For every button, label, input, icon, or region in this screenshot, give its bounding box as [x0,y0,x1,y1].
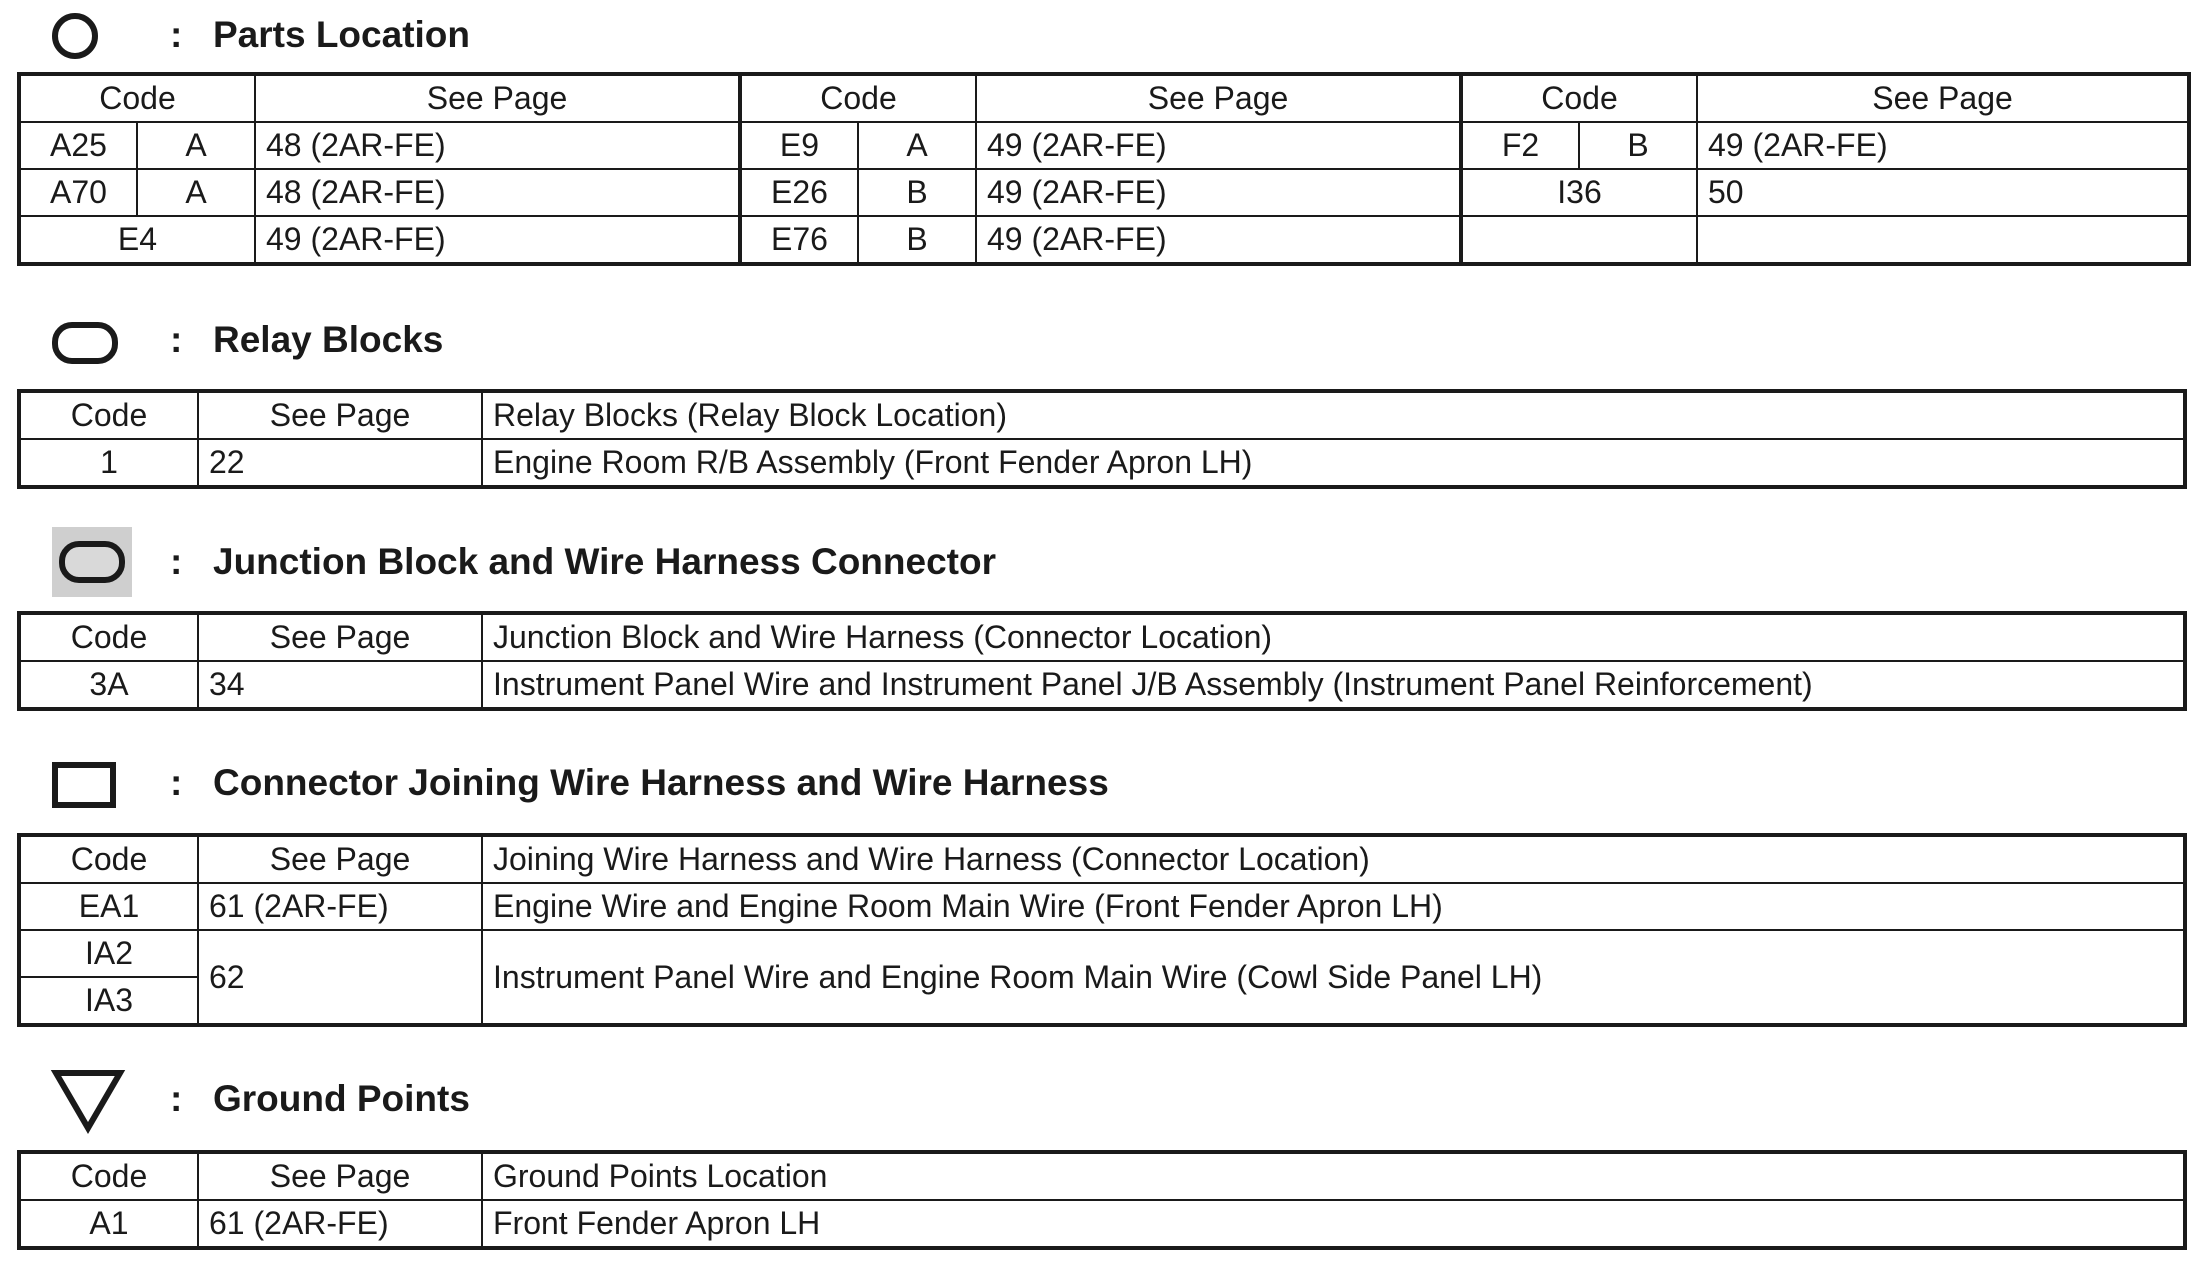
code-cell: E9 [740,122,858,169]
code-cell: A70 [19,169,137,216]
description-cell: Front Fender Apron LH [482,1200,2185,1248]
colon: : [170,14,183,55]
relay-blocks-table [17,389,2187,489]
table-header-row [19,391,2185,439]
table-row [19,930,2185,977]
header-see-page: See Page [198,1152,482,1200]
table-row [19,883,2185,930]
page-cell: 50 [1697,169,2189,216]
description-cell: Instrument Panel Wire and Instrument Panel J/B Assembly (Instrument Panel Reinforcement) [482,661,2185,709]
description-cell: Engine Room R/B Assembly (Front Fender Apron LH) [482,439,2185,487]
circle-icon [50,12,100,62]
code-cell: I36 [1461,169,1697,216]
header-description: Ground Points Location [482,1152,2185,1200]
connector-joining-table [17,833,2187,1027]
table-row [19,439,2185,487]
ground-points-heading [0,1064,2202,1134]
header-see-page: See Page [198,391,482,439]
table-row [19,216,2189,264]
junction-block-heading [0,527,2202,597]
rectangle-icon [50,760,120,810]
table-header-row [19,613,2185,661]
table-row [19,169,2189,216]
table-row [19,1200,2185,1248]
table-header-row [19,835,2185,883]
page-cell: 49 (2AR-FE) [255,216,740,264]
header-description: Junction Block and Wire Harness (Connector Location) [482,613,2185,661]
parts-location-heading [0,0,2202,70]
connector-joining-heading [0,748,2202,818]
code-cell: IA3 [19,977,198,1025]
page-cell: 49 (2AR-FE) [1697,122,2189,169]
code-cell: E26 [740,169,858,216]
rounded-rectangle-icon [50,320,120,366]
code-cell: E76 [740,216,858,264]
section-title-parts-location: Parts Location [213,14,470,55]
header-code: Code [19,74,255,122]
sub-code-cell: B [1579,122,1697,169]
header-see-page: See Page [976,74,1461,122]
code-cell: A25 [19,122,137,169]
page-cell: 49 (2AR-FE) [976,169,1461,216]
colon: : [170,319,183,360]
page-cell: 49 (2AR-FE) [976,216,1461,264]
page-cell: 61 (2AR-FE) [198,883,482,930]
header-code: Code [19,835,198,883]
colon: : [170,1078,183,1119]
section-title-junction-block: Junction Block and Wire Harness Connector [213,541,996,582]
header-description: Joining Wire Harness and Wire Harness (Connector Location) [482,835,2185,883]
colon: : [170,541,183,582]
header-code: Code [19,613,198,661]
table-row [19,122,2189,169]
sub-code-cell: A [858,122,976,169]
header-see-page: See Page [1697,74,2189,122]
header-description: Relay Blocks (Relay Block Location) [482,391,2185,439]
header-see-page: See Page [198,613,482,661]
triangle-down-icon [50,1068,126,1134]
section-title-ground-points: Ground Points [213,1078,470,1119]
table-header-row [19,1152,2185,1200]
page-cell: 48 (2AR-FE) [255,122,740,169]
code-cell: 1 [19,439,198,487]
section-title-connector-joining: Connector Joining Wire Harness and Wire Harness [213,762,1109,803]
sub-code-cell: B [858,169,976,216]
empty-cell [1461,216,1697,264]
sub-code-cell: A [137,169,255,216]
code-cell: IA2 [19,930,198,977]
colon: : [170,762,183,803]
code-cell: 3A [19,661,198,709]
sub-code-cell: A [137,122,255,169]
table-row [19,661,2185,709]
empty-cell [1697,216,2189,264]
description-cell: Engine Wire and Engine Room Main Wire (Front Fender Apron LH) [482,883,2185,930]
junction-block-table [17,611,2187,711]
description-cell: Instrument Panel Wire and Engine Room Main Wire (Cowl Side Panel LH) [482,930,2185,1025]
header-code: Code [19,391,198,439]
section-title-relay-blocks: Relay Blocks [213,319,444,360]
page-cell: 48 (2AR-FE) [255,169,740,216]
relay-blocks-heading [0,305,2202,375]
table-header-row [19,74,2189,122]
page-cell: 62 [198,930,482,1025]
header-code: Code [19,1152,198,1200]
page-cell: 22 [198,439,482,487]
code-cell: EA1 [19,883,198,930]
ground-points-table [17,1150,2187,1250]
shaded-rounded-rectangle-icon [50,527,134,599]
page-cell: 34 [198,661,482,709]
header-code: Code [1461,74,1697,122]
code-cell: A1 [19,1200,198,1248]
code-cell: E4 [19,216,255,264]
header-see-page: See Page [198,835,482,883]
header-see-page: See Page [255,74,740,122]
parts-location-table [17,72,2191,266]
sub-code-cell: B [858,216,976,264]
page-cell: 61 (2AR-FE) [198,1200,482,1248]
header-code: Code [740,74,976,122]
code-cell: F2 [1461,122,1579,169]
page-cell: 49 (2AR-FE) [976,122,1461,169]
